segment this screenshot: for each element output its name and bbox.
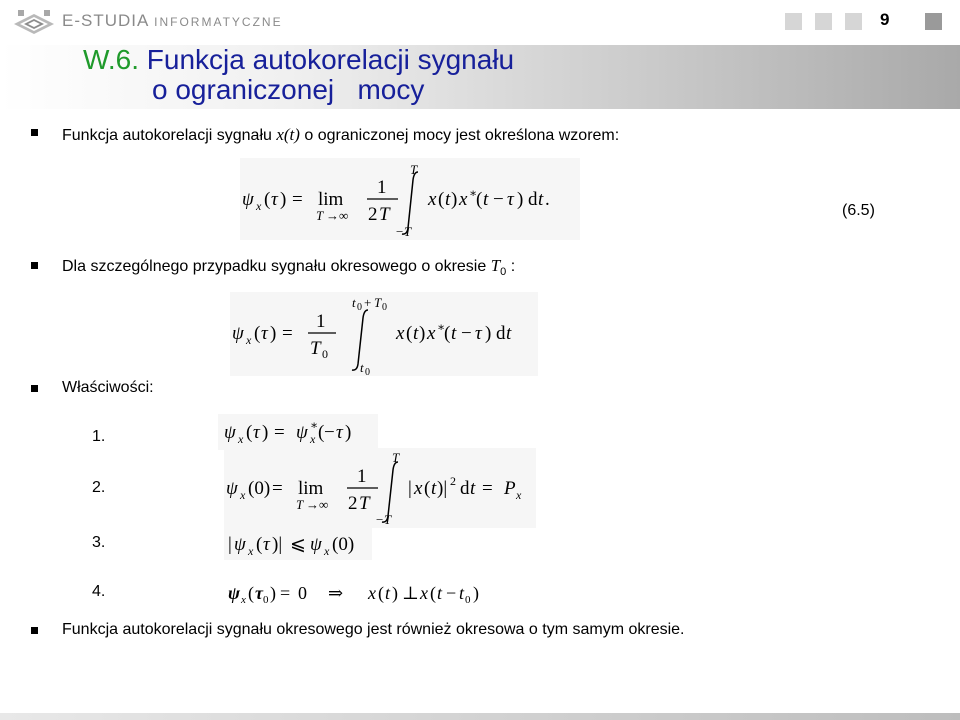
svg-text:x: x <box>310 432 316 446</box>
svg-text:x: x <box>396 323 405 344</box>
svg-text:t: t <box>352 295 356 310</box>
svg-text:=: = <box>292 189 303 210</box>
svg-text:t: t <box>385 583 391 603</box>
svg-text:ψ: ψ <box>242 189 254 210</box>
svg-text:τ: τ <box>255 583 263 603</box>
nav-square-3[interactable] <box>845 13 862 30</box>
svg-text:t: t <box>445 189 451 210</box>
svg-text:): ) <box>392 583 398 603</box>
formula-6-5 <box>240 158 580 240</box>
svg-text:−: − <box>461 323 472 344</box>
svg-text:x: x <box>516 488 522 502</box>
brand-main: E-STUDIA <box>62 11 149 30</box>
svg-text:ψ: ψ <box>232 323 244 344</box>
svg-text:τ: τ <box>336 422 343 443</box>
svg-text:d: d <box>496 323 506 344</box>
svg-text:τ: τ <box>253 422 260 443</box>
svg-text:0: 0 <box>322 347 328 361</box>
svg-text:x: x <box>427 323 436 344</box>
svg-text:T: T <box>410 162 418 177</box>
svg-text:t: t <box>413 323 419 344</box>
svg-text:ψ: ψ <box>228 583 241 603</box>
svg-text:0: 0 <box>382 302 387 313</box>
svg-text:): ) <box>262 422 269 443</box>
svg-text:(: ( <box>444 323 451 344</box>
svg-text:∗: ∗ <box>437 320 446 334</box>
bullet-marker <box>31 627 38 634</box>
svg-text:⩽: ⩽ <box>290 534 306 555</box>
svg-text:∗: ∗ <box>469 186 478 200</box>
svg-text:(: ( <box>378 583 384 603</box>
svg-text:=: = <box>482 478 493 499</box>
svg-text:τ: τ <box>261 323 268 344</box>
item-number-3: 3. <box>92 534 106 551</box>
svg-text:(: ( <box>254 323 261 344</box>
formula-periodic <box>230 292 538 376</box>
brand-sub: INFORMATYCZNE <box>154 15 283 29</box>
svg-text:T: T <box>404 224 412 239</box>
page-number: 9 <box>880 10 890 29</box>
svg-text:T: T <box>379 204 390 225</box>
svg-text:x: x <box>246 333 252 347</box>
svg-text:∗: ∗ <box>310 418 319 432</box>
svg-text:): ) <box>270 583 276 603</box>
svg-text:x: x <box>459 189 468 210</box>
svg-text:): ) <box>419 323 426 344</box>
bullet-1-before: Funkcja autokorelacji sygnału <box>62 127 277 144</box>
svg-text:−: − <box>324 422 335 443</box>
svg-text:T: T <box>392 450 400 465</box>
bullet-text-4: Funkcja autokorelacji sygnału okresowego jest również okresowa o tym samym okresie. <box>62 621 685 638</box>
svg-text:−: − <box>396 224 404 239</box>
svg-text:→∞: →∞ <box>326 208 349 223</box>
svg-text:τ: τ <box>507 189 514 210</box>
svg-text:2: 2 <box>368 204 378 225</box>
svg-text:): ) <box>451 189 458 210</box>
svg-text:x: x <box>256 199 262 213</box>
svg-text:⇒: ⇒ <box>328 583 344 603</box>
svg-text:τ: τ <box>475 323 482 344</box>
svg-text:|: | <box>228 534 232 555</box>
svg-text:2: 2 <box>450 474 456 488</box>
equation-label: (6.5) <box>842 202 875 219</box>
svg-text:=: = <box>272 478 283 499</box>
bullet-text-2 <box>62 256 515 278</box>
footer-bar <box>0 713 960 720</box>
svg-text:1: 1 <box>377 177 387 198</box>
svg-text:(: ( <box>406 323 413 344</box>
svg-text:t: t <box>506 323 512 344</box>
bullet-2-before: Dla szczególnego przypadku sygnału okresowego o okresie <box>62 258 491 275</box>
title-line-2: o ograniczonej mocy <box>152 74 425 105</box>
nav-square-4[interactable] <box>925 13 942 30</box>
svg-text:t: t <box>459 583 465 603</box>
svg-text:x: x <box>368 583 376 603</box>
property-4-formula <box>226 578 488 608</box>
svg-text:|: | <box>408 478 412 499</box>
properties-heading: Właściwości: <box>62 379 154 396</box>
svg-text:(: ( <box>248 583 254 603</box>
svg-text:⊥: ⊥ <box>402 583 419 603</box>
nav-square-2[interactable] <box>815 13 832 30</box>
title-line-1: Funkcja autokorelacji sygnału <box>146 44 515 75</box>
svg-text:(: ( <box>438 189 445 210</box>
svg-text:T: T <box>310 338 321 359</box>
svg-text:t: t <box>538 189 544 210</box>
svg-text:x: x <box>414 478 423 499</box>
property-1-formula <box>218 414 378 450</box>
item-number-1: 1. <box>92 428 106 445</box>
svg-text:2: 2 <box>348 493 358 514</box>
svg-text:(: ( <box>424 478 431 499</box>
svg-text:−: − <box>376 512 384 527</box>
svg-text:x: x <box>238 432 244 446</box>
svg-text:t: t <box>431 478 437 499</box>
svg-text:0: 0 <box>263 594 269 606</box>
bullet-text-1 <box>62 125 619 145</box>
svg-text:lim: lim <box>298 478 324 499</box>
svg-text:x: x <box>241 594 246 606</box>
svg-text:0: 0 <box>365 367 370 376</box>
bullet-marker <box>31 129 38 136</box>
bullet-marker <box>31 385 38 392</box>
svg-text:+: + <box>364 295 372 310</box>
item-number-4: 4. <box>92 583 106 600</box>
svg-text:x: x <box>428 189 437 210</box>
svg-text:d: d <box>528 189 538 210</box>
bullet-1-symbol: x(t) <box>276 125 300 144</box>
svg-text:=: = <box>282 323 293 344</box>
svg-text:0: 0 <box>465 594 471 606</box>
bullet-2-after: : <box>506 258 516 275</box>
nav-square-1[interactable] <box>785 13 802 30</box>
property-2-formula <box>224 448 536 528</box>
svg-text:(: ( <box>430 583 436 603</box>
svg-text:t: t <box>470 478 476 499</box>
svg-text:=: = <box>274 422 285 443</box>
svg-text:→∞: →∞ <box>306 497 329 512</box>
svg-text:1: 1 <box>316 311 326 332</box>
svg-text:ψ: ψ <box>296 422 308 443</box>
svg-text:(0): (0) <box>248 478 271 499</box>
svg-text:)|: )| <box>272 534 283 555</box>
svg-text:.: . <box>545 189 550 210</box>
item-number-2: 2. <box>92 479 106 496</box>
bullet-1-after: o ograniczonej mocy jest określona wzorem: <box>299 127 620 144</box>
page-title <box>83 44 514 76</box>
property-3-formula <box>224 528 372 560</box>
svg-text:(0): (0) <box>332 534 355 555</box>
svg-text:): ) <box>473 583 479 603</box>
svg-text:1: 1 <box>357 466 367 487</box>
svg-text:d: d <box>460 478 470 499</box>
svg-text:τ: τ <box>263 534 270 555</box>
bullet-2-subscript: 0 <box>500 266 507 279</box>
svg-text:=: = <box>280 583 291 603</box>
svg-text:T: T <box>359 493 370 514</box>
svg-text:): ) <box>280 189 287 210</box>
svg-text:P: P <box>504 478 516 499</box>
svg-text:t: t <box>483 189 489 210</box>
svg-text:−: − <box>446 583 457 603</box>
svg-text:)|: )| <box>437 478 448 499</box>
svg-text:): ) <box>485 323 492 344</box>
svg-text:t: t <box>360 360 364 375</box>
svg-text:T: T <box>296 497 304 512</box>
svg-text:x: x <box>248 544 254 558</box>
svg-text:(: ( <box>264 189 271 210</box>
svg-text:T: T <box>316 208 324 223</box>
svg-text:(: ( <box>256 534 263 555</box>
svg-text:): ) <box>345 422 352 443</box>
svg-text:0: 0 <box>357 302 362 313</box>
svg-text:x: x <box>324 544 330 558</box>
svg-text:ψ: ψ <box>234 534 246 555</box>
svg-text:x: x <box>240 488 246 502</box>
svg-text:ψ: ψ <box>224 422 236 443</box>
brand-name <box>62 11 283 31</box>
bullet-2-symbol: T <box>490 256 501 275</box>
svg-text:(: ( <box>318 422 325 443</box>
svg-text:(: ( <box>246 422 253 443</box>
svg-text:T: T <box>374 295 382 310</box>
svg-text:lim: lim <box>318 189 344 210</box>
svg-text:x: x <box>420 583 428 603</box>
svg-text:−: − <box>493 189 504 210</box>
svg-text:t: t <box>437 583 443 603</box>
svg-text:0: 0 <box>298 583 307 603</box>
svg-text:): ) <box>270 323 277 344</box>
title-number: W.6. <box>83 44 140 75</box>
svg-text:ψ: ψ <box>226 478 238 499</box>
svg-text:): ) <box>517 189 524 210</box>
svg-text:ψ: ψ <box>310 534 322 555</box>
svg-text:t: t <box>451 323 457 344</box>
bullet-marker <box>31 262 38 269</box>
svg-text:T: T <box>384 512 392 527</box>
svg-text:(: ( <box>476 189 483 210</box>
svg-text:τ: τ <box>271 189 278 210</box>
